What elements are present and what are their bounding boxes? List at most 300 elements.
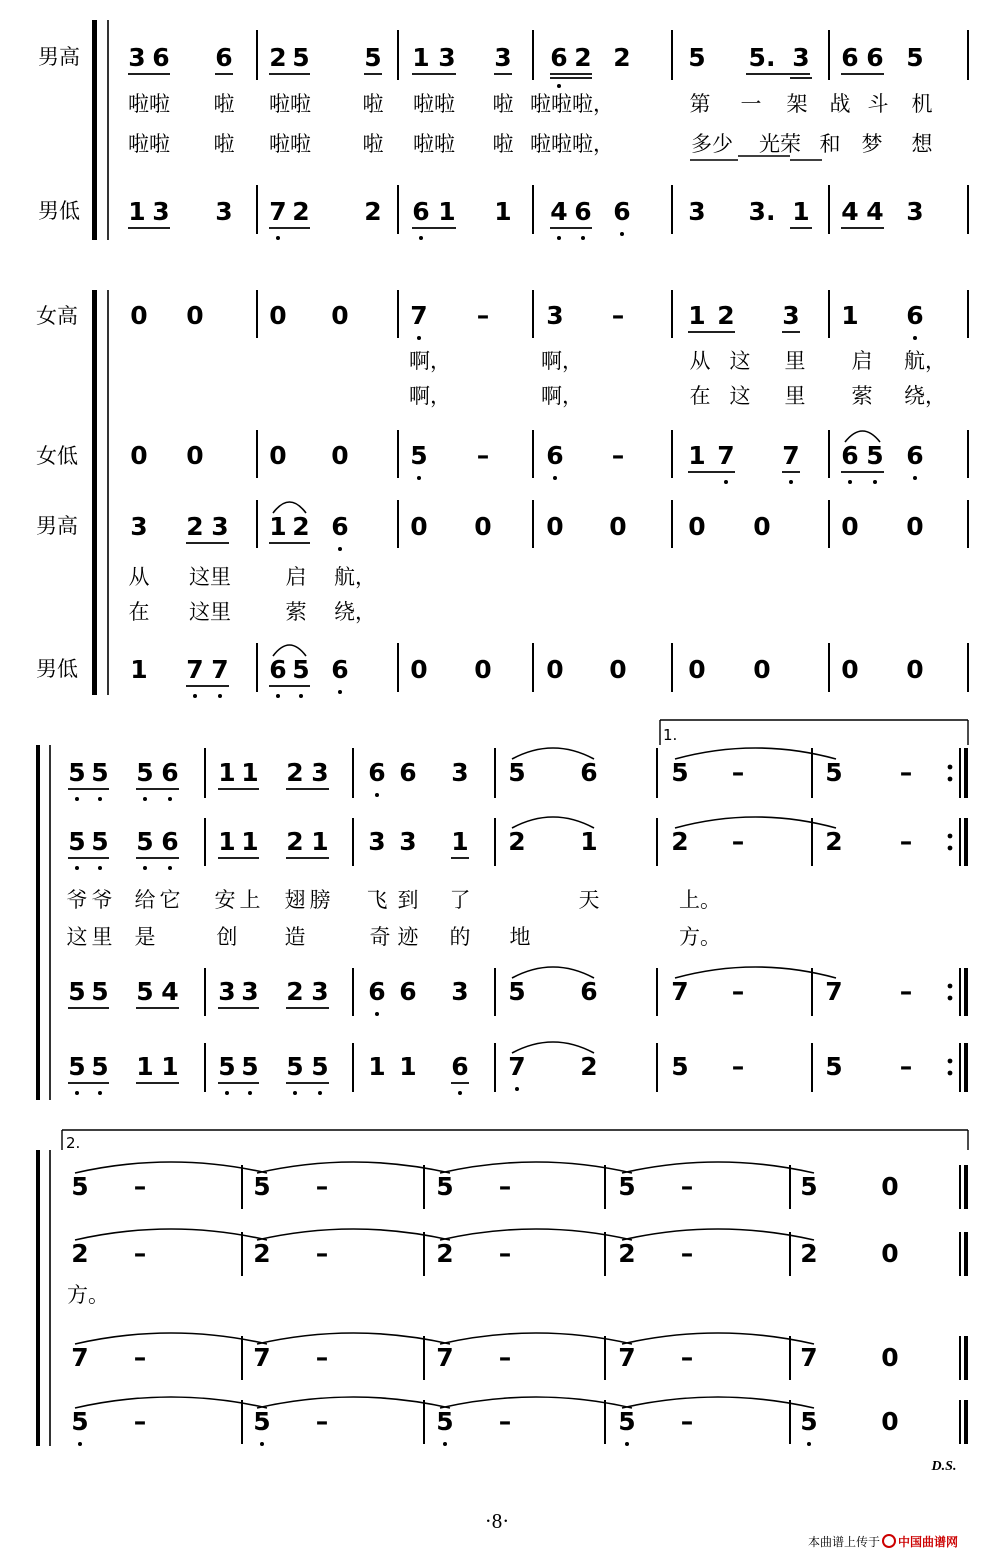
note: 0: [269, 301, 287, 330]
lyric: 啦啦: [128, 92, 170, 116]
lyric: 在: [128, 600, 150, 624]
part-label: 女低: [36, 444, 78, 468]
lyric: 里: [784, 384, 806, 408]
dash: –: [315, 1239, 329, 1268]
lyric: 启: [851, 349, 873, 373]
note: 7: [410, 301, 428, 330]
octave-dot: [248, 1091, 252, 1095]
note: 5: [410, 441, 428, 470]
note: 5: [618, 1172, 636, 1201]
lyric: 方。: [67, 1283, 109, 1307]
tie: [75, 1229, 267, 1240]
note: 0: [881, 1239, 899, 1268]
note: 4: [866, 197, 884, 226]
note: 0: [331, 301, 349, 330]
note: 6: [546, 441, 564, 470]
note: 5: [436, 1407, 454, 1436]
note: 3: [782, 301, 800, 330]
note: 7: [782, 441, 800, 470]
octave-dot: [276, 236, 280, 240]
note: 5: [136, 827, 154, 856]
repeat-thick: [964, 748, 968, 798]
octave-dot: [417, 476, 421, 480]
repeat-dot: [948, 1071, 953, 1076]
dash: –: [498, 1239, 512, 1268]
note: 2: [800, 1239, 818, 1268]
lyric: 想: [911, 132, 933, 156]
lyric: 翅: [284, 888, 306, 912]
dash: –: [899, 758, 913, 787]
note: 2: [286, 977, 304, 1006]
final-bar-thick: [964, 1232, 968, 1276]
lyric: 了: [449, 888, 471, 912]
dash: –: [476, 441, 490, 470]
lyric: 斗: [867, 92, 889, 116]
note: 5: [71, 1407, 89, 1436]
note: 0: [474, 512, 492, 541]
note: 5: [91, 827, 109, 856]
lyric: 啊，: [541, 384, 583, 408]
lyric: 在: [689, 384, 711, 408]
note: 1: [412, 43, 430, 72]
dash: –: [680, 1407, 694, 1436]
note: 5: [436, 1172, 454, 1201]
note: 0: [130, 441, 148, 470]
lyric: 从: [128, 565, 150, 589]
note: 0: [546, 512, 564, 541]
note: 3: [128, 43, 146, 72]
note: 5: [91, 1052, 109, 1081]
note: 2: [292, 197, 310, 226]
octave-dot: [553, 476, 557, 480]
note: 6: [841, 441, 859, 470]
octave-dot: [557, 84, 561, 88]
tie: [622, 1333, 814, 1344]
lyric: 萦: [851, 384, 873, 408]
lyric: 是: [134, 925, 156, 949]
note: 2: [253, 1239, 271, 1268]
note: 6: [399, 758, 417, 787]
octave-dot: [338, 547, 342, 551]
note: 3: [368, 827, 386, 856]
dash: –: [498, 1407, 512, 1436]
part-label: 男低: [38, 199, 80, 223]
lyric: 萦: [285, 600, 307, 624]
note: 2: [364, 197, 382, 226]
tie: [257, 1397, 450, 1408]
note: 1: [451, 827, 469, 856]
note: 1: [136, 1052, 154, 1081]
note: 5: [286, 1052, 304, 1081]
lyric: 天: [578, 888, 600, 912]
dash: –: [899, 827, 913, 856]
octave-dot: [318, 1091, 322, 1095]
note: 1: [218, 827, 236, 856]
note: 6: [866, 43, 884, 72]
tie: [440, 1397, 632, 1408]
part-label: 男高: [36, 514, 78, 538]
lyric: 和: [819, 132, 841, 156]
lyric: 这: [66, 925, 88, 949]
note: 0: [186, 441, 204, 470]
lyric: 绕，: [904, 384, 946, 408]
lyric: 上。: [679, 888, 721, 912]
lyric: 啦: [213, 132, 235, 156]
note: 5: [671, 758, 689, 787]
note: 2: [292, 512, 310, 541]
note: 2: [613, 43, 631, 72]
lyric: 啦啦: [413, 92, 455, 116]
lyric: 里: [784, 349, 806, 373]
lyric: 第: [689, 92, 711, 116]
note: 6: [412, 197, 430, 226]
lyric: 战: [829, 92, 851, 116]
octave-dot: [143, 866, 147, 870]
octave-dot: [75, 797, 79, 801]
note: 5: [688, 43, 706, 72]
repeat-thick: [964, 818, 968, 866]
note: 6: [269, 655, 287, 684]
note: 3: [792, 43, 810, 72]
octave-dot: [193, 694, 197, 698]
lyric: 地: [509, 925, 531, 949]
note: 1: [218, 758, 236, 787]
note: 6: [906, 441, 924, 470]
lyric: 启: [285, 565, 307, 589]
note: 3: [494, 43, 512, 72]
part-label: 女高: [36, 304, 78, 328]
note: 2: [286, 827, 304, 856]
lyric: 这里: [189, 565, 231, 589]
tie: [75, 1333, 267, 1344]
note: 5: [800, 1407, 818, 1436]
note: 0: [841, 655, 859, 684]
dash: –: [731, 827, 745, 856]
lyric: 飞: [366, 888, 388, 912]
note: 7: [269, 197, 287, 226]
lyric: 安: [214, 888, 236, 912]
octave-dot: [299, 694, 303, 698]
dash: –: [315, 1172, 329, 1201]
octave-dot: [873, 480, 877, 484]
note: 6: [580, 758, 598, 787]
system-bracket: [92, 20, 97, 240]
dash: –: [133, 1172, 147, 1201]
footer-site: 中国曲谱网: [898, 1535, 959, 1549]
octave-dot: [143, 797, 147, 801]
lyric: 这: [729, 349, 751, 373]
note: 0: [881, 1407, 899, 1436]
lyric: 机: [911, 92, 933, 116]
note: 2: [574, 43, 592, 72]
octave-dot: [375, 793, 379, 797]
note: 3: [241, 977, 259, 1006]
note: 5: [825, 758, 843, 787]
note: 5.: [748, 43, 776, 72]
octave-dot: [98, 1091, 102, 1095]
octave-dot: [913, 476, 917, 480]
dash: –: [133, 1343, 147, 1372]
note: 5: [800, 1172, 818, 1201]
note: 3: [451, 758, 469, 787]
footer-text: 本曲谱上传于: [807, 1535, 880, 1549]
dash: –: [680, 1343, 694, 1372]
note: 3: [311, 977, 329, 1006]
note: 6: [580, 977, 598, 1006]
system-bracket: [92, 290, 97, 695]
system-bracket: [36, 1150, 40, 1446]
note: 1: [792, 197, 810, 226]
note: 6: [215, 43, 233, 72]
note: 6: [574, 197, 592, 226]
note: 6: [613, 197, 631, 226]
note: 5: [508, 977, 526, 1006]
note: 3: [451, 977, 469, 1006]
repeat-dot: [948, 777, 953, 782]
note: 0: [881, 1172, 899, 1201]
note: 0: [688, 655, 706, 684]
repeat-dot: [948, 846, 953, 851]
final-bar-thick: [964, 1400, 968, 1444]
note: 1: [841, 301, 859, 330]
note: 3: [218, 977, 236, 1006]
note: 1: [269, 512, 287, 541]
note: 6: [451, 1052, 469, 1081]
tie: [440, 1162, 632, 1173]
dash: –: [315, 1407, 329, 1436]
dash: –: [680, 1239, 694, 1268]
dash: –: [315, 1343, 329, 1372]
dash: –: [899, 977, 913, 1006]
note: 1: [688, 441, 706, 470]
note: 5: [71, 1172, 89, 1201]
repeat-dot: [948, 765, 953, 770]
note: 4: [161, 977, 179, 1006]
tie: [257, 1333, 450, 1344]
note: 2: [71, 1239, 89, 1268]
lyric: 梦: [861, 132, 883, 156]
note: 3: [215, 197, 233, 226]
note: 5: [618, 1407, 636, 1436]
note: 3.: [748, 197, 776, 226]
octave-dot: [458, 1091, 462, 1095]
note: 6: [399, 977, 417, 1006]
note: 3: [130, 512, 148, 541]
note: 1: [580, 827, 598, 856]
repeat-dot: [948, 996, 953, 1001]
note: 7: [253, 1343, 271, 1372]
note: 0: [546, 655, 564, 684]
lyric: 爷: [91, 888, 113, 912]
lyric: 这: [729, 384, 751, 408]
octave-dot: [168, 797, 172, 801]
note: 5: [68, 827, 86, 856]
lyric: 啦啦啦，: [530, 132, 614, 156]
lyric: 到: [397, 888, 419, 912]
note: 5: [364, 43, 382, 72]
lyric: 造: [284, 925, 306, 949]
note: 6: [152, 43, 170, 72]
note: 3: [906, 197, 924, 226]
note: 0: [130, 301, 148, 330]
note: 2: [508, 827, 526, 856]
repeat-dot: [948, 984, 953, 989]
note: 3: [211, 512, 229, 541]
lyric: 啦: [492, 132, 514, 156]
lyric: 爷: [66, 888, 88, 912]
note: 7: [71, 1343, 89, 1372]
note: 5: [906, 43, 924, 72]
final-bar-thick: [964, 1336, 968, 1380]
octave-dot: [419, 236, 423, 240]
note: 7: [508, 1052, 526, 1081]
note: 5: [136, 758, 154, 787]
lyric: 方。: [679, 925, 721, 949]
tie: [257, 1229, 450, 1240]
octave-dot: [338, 690, 342, 694]
volta-1-label: 1.: [663, 726, 678, 744]
octave-dot: [807, 1442, 811, 1446]
octave-dot: [581, 236, 585, 240]
tie: [440, 1333, 632, 1344]
note: 3: [438, 43, 456, 72]
lyric: 啦: [362, 132, 384, 156]
lyric: 迹: [397, 925, 419, 949]
note: 3: [688, 197, 706, 226]
note: 6: [368, 977, 386, 1006]
octave-dot: [218, 694, 222, 698]
note: 2: [580, 1052, 598, 1081]
note: 1: [161, 1052, 179, 1081]
tie: [622, 1162, 814, 1173]
note: 2: [618, 1239, 636, 1268]
note: 1: [688, 301, 706, 330]
tie: [440, 1229, 632, 1240]
note: 7: [211, 655, 229, 684]
lyric: 从: [689, 349, 711, 373]
note: 1: [368, 1052, 386, 1081]
lyric: 给: [134, 888, 156, 912]
note: 7: [800, 1343, 818, 1372]
tie: [622, 1397, 814, 1408]
note: 1: [241, 827, 259, 856]
octave-dot: [557, 236, 561, 240]
note: 6: [550, 43, 568, 72]
note: 2: [286, 758, 304, 787]
octave-dot: [168, 866, 172, 870]
note: 0: [841, 512, 859, 541]
note: 2: [269, 43, 287, 72]
repeat-dot: [948, 834, 953, 839]
note: 5: [136, 977, 154, 1006]
note: 1: [438, 197, 456, 226]
lyric: 里: [91, 925, 113, 949]
note: 5: [253, 1172, 271, 1201]
repeat-thick: [964, 968, 968, 1016]
tie: [75, 1162, 267, 1173]
octave-dot: [913, 336, 917, 340]
note: 0: [186, 301, 204, 330]
note: 2: [186, 512, 204, 541]
page-number: ·8·: [484, 1509, 510, 1533]
note: 0: [753, 512, 771, 541]
lyric: 啦: [362, 92, 384, 116]
lyric: 创: [216, 925, 238, 949]
lyric: 啦啦: [128, 132, 170, 156]
note: 0: [269, 441, 287, 470]
note: 2: [825, 827, 843, 856]
note: 3: [311, 758, 329, 787]
note: 6: [906, 301, 924, 330]
repeat-dot: [948, 1059, 953, 1064]
note: 0: [906, 655, 924, 684]
note: 5: [825, 1052, 843, 1081]
note: 3: [152, 197, 170, 226]
note: 5: [311, 1052, 329, 1081]
note: 0: [331, 441, 349, 470]
note: 0: [688, 512, 706, 541]
dash: –: [498, 1343, 512, 1372]
note: 6: [331, 512, 349, 541]
octave-dot: [417, 336, 421, 340]
note: 7: [618, 1343, 636, 1372]
note: 2: [436, 1239, 454, 1268]
dash: –: [133, 1239, 147, 1268]
lyric: 的: [449, 925, 471, 949]
part-label: 男低: [36, 657, 78, 681]
octave-dot: [375, 1012, 379, 1016]
lyric: 啦啦: [269, 92, 311, 116]
note: 7: [825, 977, 843, 1006]
octave-dot: [293, 1091, 297, 1095]
octave-dot: [515, 1087, 519, 1091]
octave-dot: [620, 232, 624, 236]
note: 5: [241, 1052, 259, 1081]
note: 5: [91, 977, 109, 1006]
lyric: 啦: [213, 92, 235, 116]
note: 1: [399, 1052, 417, 1081]
dash: –: [611, 301, 625, 330]
lyric: 啦啦啦，: [530, 92, 614, 116]
note: 5: [671, 1052, 689, 1081]
final-bar-thick: [964, 1165, 968, 1209]
note: 0: [609, 655, 627, 684]
note: 6: [368, 758, 386, 787]
octave-dot: [625, 1442, 629, 1446]
octave-dot: [443, 1442, 447, 1446]
site-logo-icon: [883, 1535, 895, 1547]
note: 1: [494, 197, 512, 226]
note: 1: [241, 758, 259, 787]
lyric: 航，: [334, 565, 376, 589]
note: 4: [550, 197, 568, 226]
note: 6: [841, 43, 859, 72]
note: 5: [68, 758, 86, 787]
lyric: 一: [740, 92, 762, 116]
octave-dot: [78, 1442, 82, 1446]
note: 3: [399, 827, 417, 856]
part-label: 男高: [38, 45, 80, 69]
octave-dot: [225, 1091, 229, 1095]
note: 5: [292, 43, 310, 72]
octave-dot: [98, 797, 102, 801]
note: 3: [546, 301, 564, 330]
note: 5: [508, 758, 526, 787]
volta-2-label: 2.: [66, 1134, 81, 1152]
note: 5: [68, 977, 86, 1006]
dash: –: [731, 758, 745, 787]
dash: –: [731, 977, 745, 1006]
